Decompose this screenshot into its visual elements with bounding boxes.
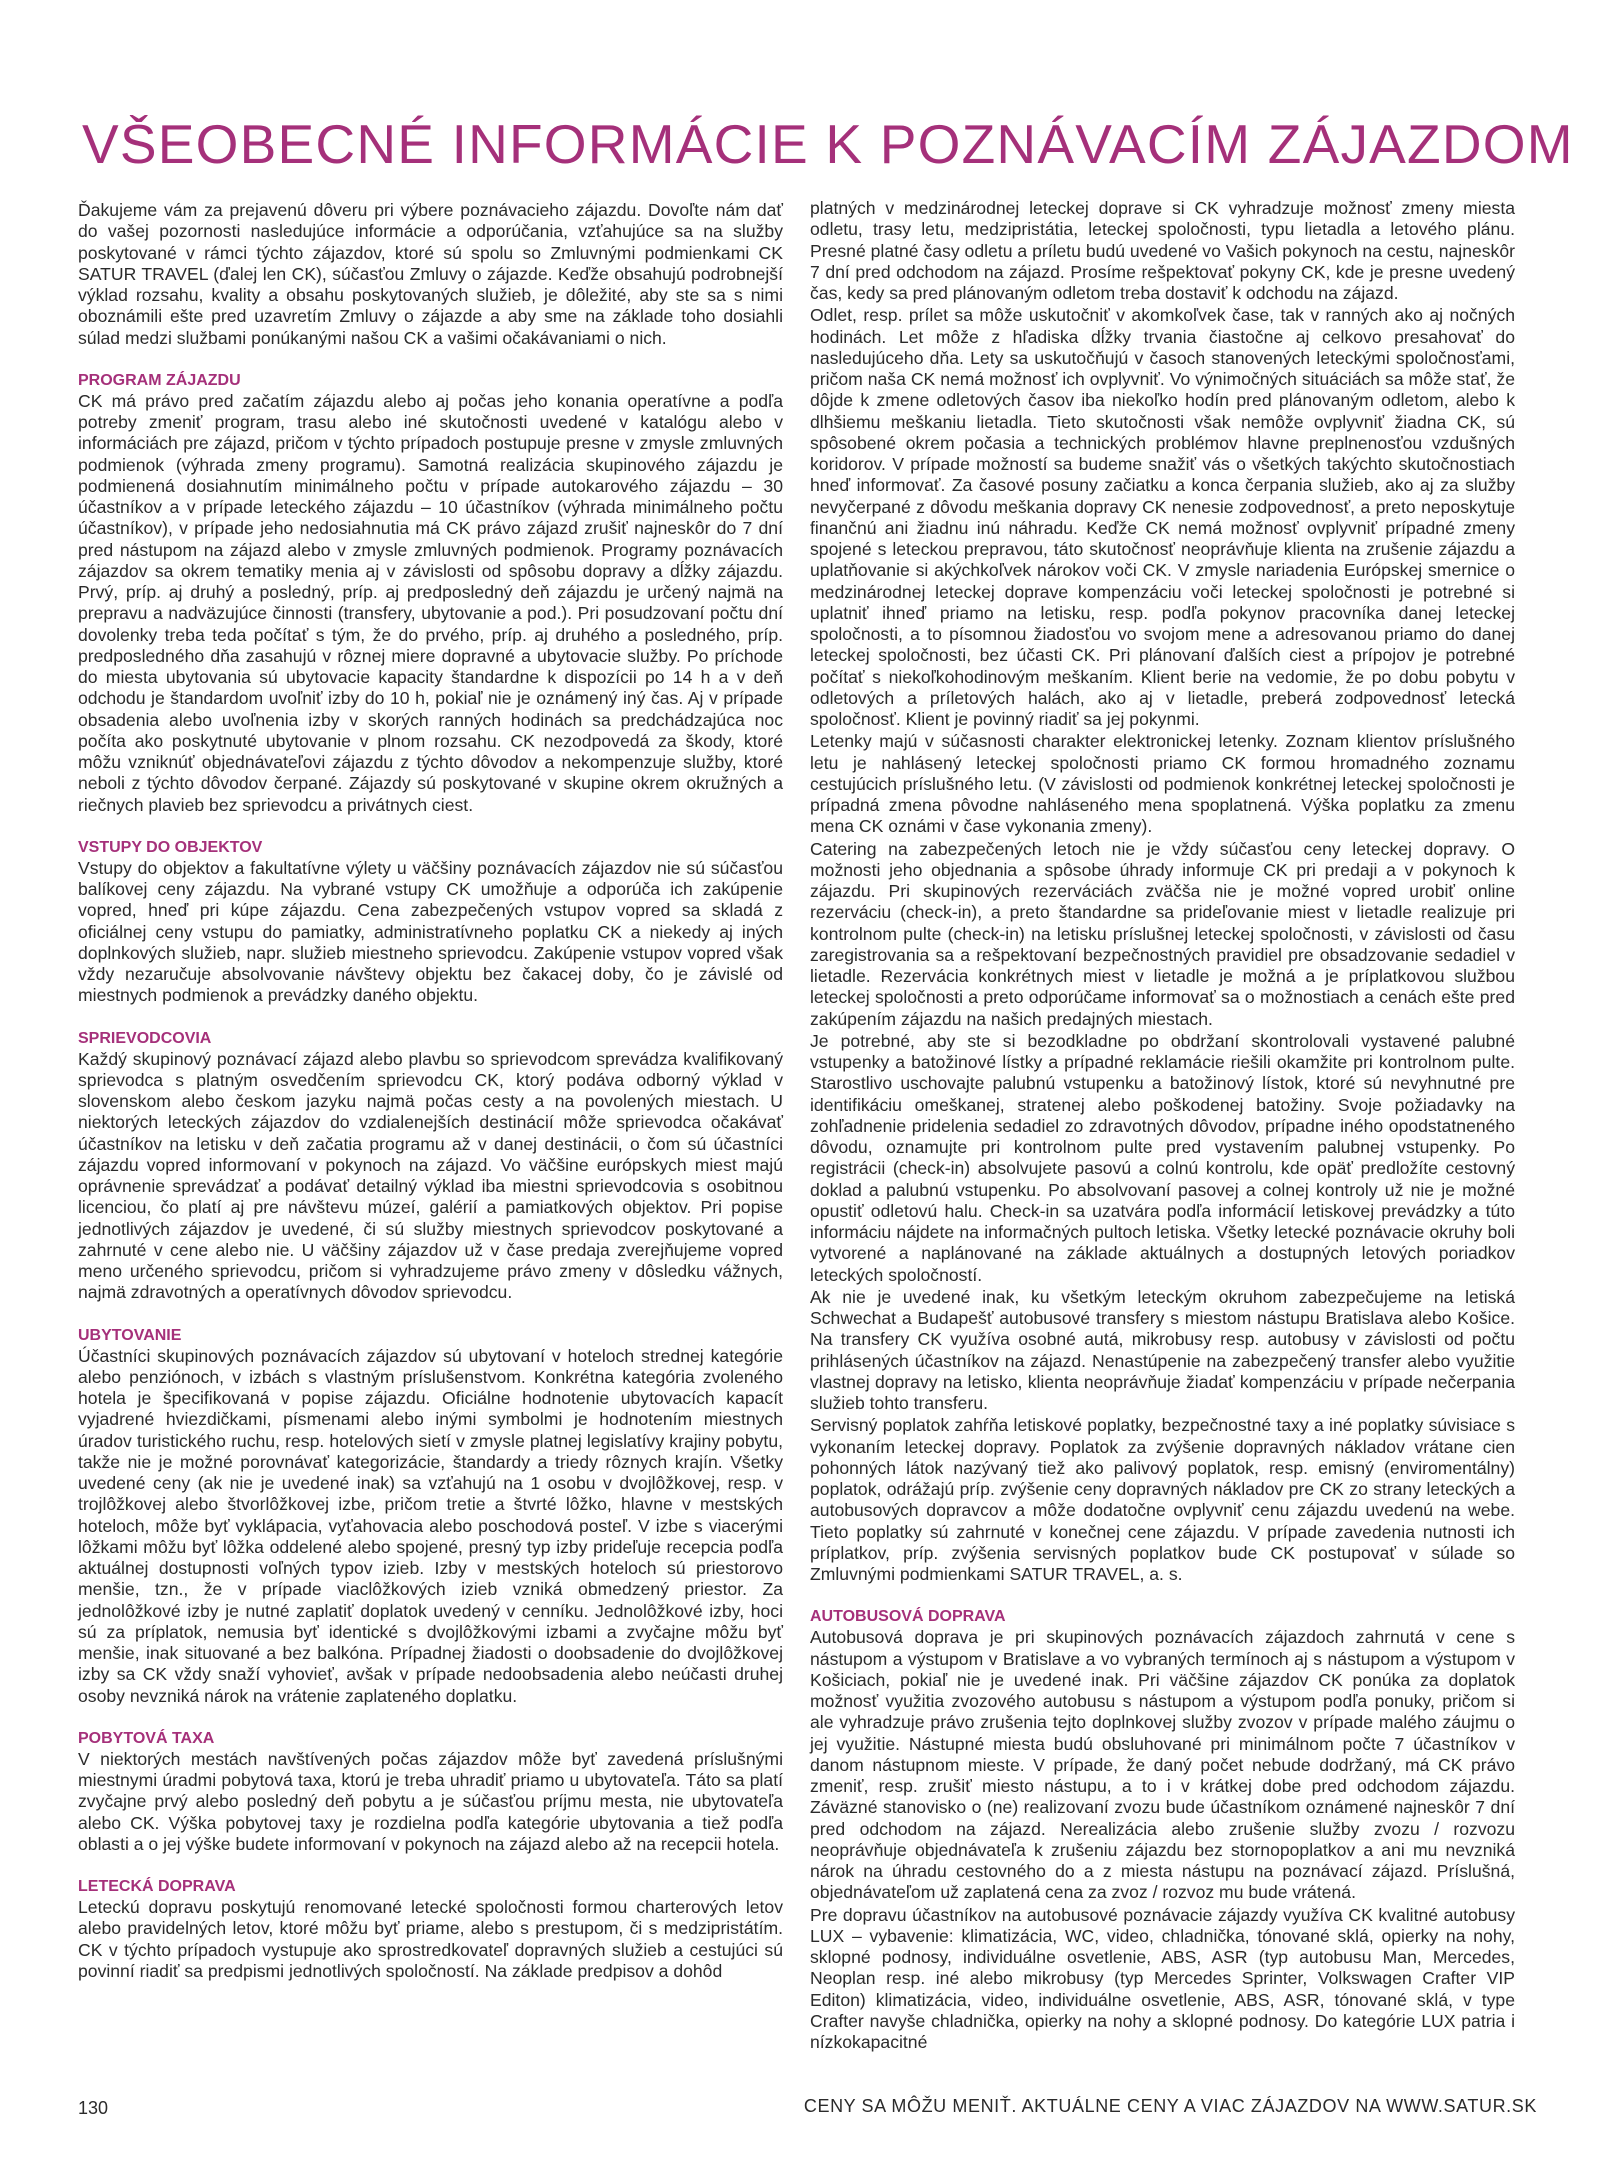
palubne-vstupenky-paragraph: Je potrebné, aby ste si bezodkladne po obdržaní skontrolovali vystavené palubné vstupenky a batožinové lístky a prípadné reklamácie riešili okamžite pri kontrolnom pulte. Starostlivo uschovajte palubnú vstupenku a batožinový lístok, ktoré sú nevyhnutné pre identifikáciu omeškanej, stratenej alebo poškodenej batožiny. Svoje požiadavky na zohľadnenie pridelenia sedadiel zo zdravotných dôvodov, prípadne iného opodstatneného dôvodu, oznamujte pri kontrolnom pulte pred vystavením palubnej vstupenky. Po registrácii (check-in) absolvujete pasovú a colnú kontrolu, kde opäť predložíte cestovný doklad a palubnú vstupenku. Po absolvovaní pasovej a colnej kontroly už nie je možné opustiť odletovú halu. Check-in sa uzatvára podľa informácií letiskovej prevádzky a túto informáciu nájdete na informačných pultoch letiska. Všetky letecké poznávacie okruhy boli vytvorené a naplánované na základe aktuálnych a dostupných letových poriadkov leteckých spoločností. [810,1030,1515,1285]
sprievodcovia-paragraph: Každý skupinový poznávací zájazd alebo plavbu so sprievodcom sprevádza kvalifikovaný sprievodca s platným osvedčením sprievodcu CK, ktorý podáva odborný výklad v slovenskom alebo českom jazyku najmä počas cesty a na povolených miestach. U niektorých leteckých zájazdov do vzdialenejších destinácií môže sprievodca očakávať účastníkov na letisku v deň začatia programu až v danej destinácii, o čom sú účastníci zájazdu vopred informovaní v pokynoch na zájazd. Vo väčšine európskych miest majú oprávnenie sprevádzať a podávať detailný výklad iba miestni sprievodcovia s osobitnou licenciou, čo platí aj pre návštevu múzeí, galérií a pamiatkových objektov. Pri popise jednotlivých zájazdov je uvedené, či sú služby miestnych sprievodcov poskytované a zahrnuté v cene alebo nie. U väčšiny zájazdov už v čase predaja zverejňujeme vopred meno určeného sprievodcu, pričom si vyhradzujeme právo zmeny v dôsledku vážnych, najmä zdravotných a operatívnych dôvodov sprievodcu. [78,1048,783,1303]
program-paragraph: CK má právo pred začatím zájazdu alebo aj počas jeho konania operatívne a podľa potreby zmeniť program, trasu alebo iné skutočnosti uvedené v katalógu alebo v informáciách pre zájazd, pričom v týchto prípadoch postupuje presne v zmysle zmluvných podmienok (výhrada zmeny programu). Samotná realizácia skupinového zájazdu je podmienená dosiahnutím minimálneho počtu v prípade autokarového zájazdu – 30 účastníkov a v prípade leteckého zájazdu – 10 účastníkov (výhrada minimálneho počtu účastníkov), v prípade jeho nedosiahnutia má CK právo zájazd zrušiť najneskôr do 7 dní pred nástupom na zájazd alebo v zmysle zmluvných podmienok. Programy poznávacích zájazdov sa okrem tematiky menia aj v závislosti od spôsobu dopravy a dĺžky zájazdu. Prvý, príp. aj druhý a posledný, príp. aj predposledný deň zájazdu je určený najmä na prepravu a nadväzujúce činnosti (transfery, ubytovanie a pod.). Pri posudzovaní počtu dní dovolenky treba teda počítať s tým, že do prvého, príp. aj druhého a posledného, príp. predposledného dňa zasahujú v rôznej miere dopravné a ubytovacie služby. Po príchode do miesta ubytovania sú ubytovacie kapacity štandardne k dispozícii po 14 h a v deň odchodu je štandardom uvoľniť izby do 10 h, pokiaľ nie je oznámený iný čas. Aj v prípade obsadenia alebo uvoľnenia izby v skorých ranných hodinách sa predchádzajúca noc počíta ako poskytnuté ubytovanie v plnom rozsahu. CK nezodpovedá za škody, ktoré môžu vzniknúť objednávateľovi zájazdu z týchto dôvodov a nekompenzuje služby, ktoré neboli z týchto dôvodov čerpané. Zájazdy sú poskytované v skupine okrem okružných a riečnych plavieb bez sprievodcu a privátnych ciest. [78,390,783,815]
section-heading-letecka-doprava: LETECKÁ DOPRAVA [78,1878,236,1895]
ubytovanie-paragraph: Účastníci skupinových poznávacích zájazdov sú ubytovaní v hoteloch strednej kategórie alebo penziónoch, v izbách s vlastným príslušenstvom. Konkrétna kategória zvoleného hotela je špecifikovaná v popise zájazdu. Oficiálne hodnotenie ubytovacích kapacít vyjadrené hviezdičkami, písmenami alebo inými symbolmi je hodnotením miestnych úradov turistického ruchu, resp. hotelových sietí v zmysle platnej legislatívy krajiny pobytu, takže nie je možné porovnávať kategorizácie, štandardy a triedy rôznych krajín. Všetky uvedené ceny (ak nie je uvedené inak) sa vzťahujú na 1 osobu v dvojlôžkovej, resp. v trojlôžkovej alebo štvorlôžkovej izbe, pričom tretie a štvrté lôžko, hlavne v mestských hoteloch, môže byť vyklápacia, vyťahovacia alebo poschodová posteľ. V izbe s viacerými lôžkami môžu byť lôžka oddelené alebo spojené, presný typ izby prideľuje recepcia podľa aktuálnej dostupnosti voľných typov izieb. Izby v mestských hoteloch sú priestorovo menšie, tzn., že v prípade viaclôžkových izieb vzniká obmedzený priestor. Za jednolôžkové izby je nutné zaplatiť doplatok uvedený v cenníku. Jednolôžkové izby, hoci sú za príplatok, nemusia byť identické s dvojlôžkovými izbami a zvyčajne môžu byť menšie, inak situované a bez balkóna. Prípadnej žiadosti o doobsadenie do dvojlôžkovej izby sa CK vždy snaží vyhovieť, avšak v prípade nedoobsadenia alebo neúčasti druhej osoby nevzniká nárok na vrátenie zaplateného doplatku. [78,1345,783,1706]
autobusova-doprava-paragraph: Autobusová doprava je pri skupinových poznávacích zájazdoch zahrnutá v cene s nástupom a výstupom v Bratislave a vo vybraných termínoch aj s nástupom a výstupom v Košiciach, pokiaľ nie je uvedené inak. Pri väčšine zájazdov CK ponúka za doplatok možnosť využitia zvozového autobusu s nástupom a výstupom podľa ponuky, pričom si ale vyhradzuje právo zrušenia tejto doplnkovej služby zvozov v prípade malého záujmu o jej využitie. Nástupné miesta budú obsluhované pri minimálnom počte 7 účastníkov v danom nástupnom mieste. V prípade, že daný počet nebude dodržaný, má CK právo zmeniť, resp. zrušiť miesto nástupu, a to i v krátkej dobe pred odchodom zájazdu. Záväzné stanovisko o (ne) realizovaní zvozu bude účastníkom oznámené najneskôr 7 dní pred odchodom na zájazd. Nerealizácia alebo zrušenie služby zvozu / rozvozu neoprávňuje objednávateľa k zrušeniu zájazdu bez stornopoplatkov a ani mu nevzniká nárok na úhradu cestovného do a z miesta nástupu na poznávací zájazd. Príslušná, objednávateľom už zaplatená cena za zvoz / rozvoz mu bude vrátená. [810,1627,1515,1903]
right-column [810,198,1515,2054]
letecka-doprava-paragraph: Leteckú dopravu poskytujú renomované letecké spoločnosti formou charterových letov alebo pravidelných letov, ktoré môžu byť priame, alebo s prestupom, či s medzipristátím. CK v týchto prípadoch vystupuje ako sprostredkovateľ dopravných služieb a cestujúci sú povinní riadiť sa predpismi jednotlivých spoločností. Na základe predpisov a dohôd [78,1897,783,1981]
section-heading-vstupy: VSTUPY DO OBJEKTOV [78,838,263,856]
intro-paragraph: Ďakujeme vám za prejavenú dôveru pri výbere poznávacieho zájazdu. Dovoľte nám dať do vašej pozornosti nasledujúce informácie a odporúčania, vzťahujúce sa na služby poskytované v rámci týchto zájazdov, ktoré sú spolu so Zmluvnými podmienkami CK SATUR TRAVEL (ďalej len CK), súčasťou Zmluvy o zájazde. Keďže obsahujú podrobnejší výklad rozsahu, kvality a obsahu poskytovaných služieb, je dôležité, aby ste sa s nimi oboznámili ešte pred uzavretím Zmluvy o zájazde a aby sme na základe toho dosiahli súlad medzi službami ponúkanými našou CK a vašimi očakávaniami o nich. [78,200,783,348]
page-title: VŠEOBECNÉ INFORMÁCIE K POZNÁVACÍM ZÁJAZDOM [82,113,1574,175]
catering-paragraph: Catering na zabezpečených letoch nie je vždy súčasťou ceny leteckej dopravy. O možnosti jeho objednania a spôsobe úhrady informuje CK pri predaji a v pokynoch k zájazdu. Pri skupinových rezerváciách zväčša nie je možné vopred urobiť online rezerváciu (check-in), a preto štandardne sa prideľovanie miest v lietadle realizuje pri kontrolnom pulte (check-in) na letisku príslušnej leteckej spoločnosti, v závislosti od času zaregistrovania sa a rešpektovaní bezpečnostných pravidiel pre obsadzovanie sedadiel v lietadle. Rezervácia konkrétnych miest v lietadle je možná a je príplatkovou službou leteckej spoločnosti a preto odporúčame informovať sa o možnostiach a cenách ešte pred zakúpením zájazdu na našich predajných miestach. [810,838,1515,1029]
pobytova-taxa-paragraph: V niektorých mestách navštívených počas zájazdov môže byť zavedená príslušnými miestnymi úradmi pobytová taxa, ktorú je treba uhradiť priamo u ubytovateľa. Táto sa platí zvyčajne prvý alebo posledný deň pobytu a je súčasťou príjmu mesta, nie ubytovateľa alebo CK. Výška pobytovej taxy je rozdielna podľa kategórie ubytovania a tiež podľa oblasti a o jej výške budete informovaní v pokynoch na zájazd alebo až na recepcii hotela. [78,1748,783,1854]
servisny-poplatok-paragraph: Servisný poplatok zahŕňa letiskové poplatky, bezpečnostné taxy a iné poplatky súvisiace s vykonaním leteckej dopravy. Poplatok za zvýšenie dopravných nákladov vrátane cien pohonných látok nazývaný tiež ako palivový poplatok, resp. emisný (enviromentálny) poplatok, odrážajú príp. zvýšenie ceny dopravných nákladov pre CK zo strany leteckých a autobusových dopravcov a môže dodatočne ovplyvniť cenu zájazdu uvedenú na webe. Tieto poplatky sú zahrnuté v konečnej cene zájazdu. V prípade zavedenia nutnosti ich príplatkov, príp. zvýšenia servisných poplatkov bude CK postupovať v súlade so Zmluvnými podmienkami SATUR TRAVEL, a. s. [810,1415,1515,1584]
left-column [78,200,783,1983]
autobusy-lux-paragraph: Pre dopravu účastníkov na autobusové poznávacie zájazdy využíva CK kvalitné autobusy LUX – vybavenie: klimatizácia, WC, video, chladnička, tónované sklá, opierky na nohy, sklopné podnosy, individuálne osvetlenie, ABS, ASR (typ autobusu Man, Mercedes, Neoplan resp. iné alebo mikrobusy (typ Mercedes Sprinter, Volkswagen Crafter VIP Editon) klimatizácia, video, individuálne osvetlenie, ABS, ASR, tónované sklá, v type Crafter navyše chladnička, opierky na nohy a sklopné podnosy. Do kategórie LUX patria i nízkokapacitné [810,1904,1515,2052]
page-number: 130 [78,2098,109,2118]
section-heading-sprievodcovia: SPRIEVODCOVIA [78,1029,212,1047]
section-heading-program: PROGRAM ZÁJAZDU [78,371,241,389]
section-heading-autobusova-doprava: AUTOBUSOVÁ DOPRAVA [810,1608,1006,1626]
odlet-paragraph: Odlet, resp. prílet sa môže uskutočniť v akomkoľvek čase, tak v ranných ako aj nočných hodinách. Let môže z hľadiska dĺžky trvania čiastočne aj celkovo presahovať do nasledujúceho dňa. Lety sa uskutočňujú v časoch stanovených leteckými spoločnosťami, pričom naša CK nemá možnosť ich ovplyvniť. Vo výnimočných situáciách sa môže stať, že dôjde k zmene odletových časov iba niekoľko hodín pred plánovaným odletom, alebo k dlhšiemu meškaniu lietadla. Tieto skutočnosti však nemôže ovplyvniť žiadna CK, sú spôsobené okrem počasia a technických problémov hlavne preplnenosťou vzdušných koridorov. V prípade možností sa budeme snažiť vás o všetkých takýchto skutočnostiach hneď informovať. Za časové posuny začiatku a konca čerpania služieb, ako aj za služby nevyčerpané z dôvodu meškania dopravy CK nenesie zodpovednosť, a preto neposkytuje finančnú ani žiadnu inú náhradu. Keďže CK nemá možnosť ovplyvniť prípadné zmeny spojené s leteckou prepravou, táto skutočnosť neoprávňuje klienta na zrušenie zájazdu a uplatňovanie si akýchkoľvek nárokov voči CK. V zmysle nariadenia Európskej smernice o medzinárodnej leteckej doprave kompenzáciu voči leteckej spoločnosti je potrebné si uplatniť ihneď priamo na letisku, resp. podľa pokynov pracovníka danej leteckej spoločnosti, a to písomnou žiadosťou vo svojom mene a adresovanou priamo do danej leteckej spoločnosti, bez účasti CK. Pri plánovaní ďalších ciest a prípojov je potrebné počítať s niekoľkohodinovým meškaním. Klient berie na vedomie, že po dobu pobytu v odletových a príletových halách, ako aj v lietadle, preberá zodpovednosť letecká spoločnosť. Klient je povinný riadiť sa jej pokynmi. [810,305,1515,729]
footer-note: CENY SA MÔŽU MENIŤ. AKTUÁLNE CENY A VIAC ZÁJAZDOV NA WWW.SATUR.SK [803,2096,1537,2116]
vstupy-paragraph: Vstupy do objektov a fakultatívne výlety u väčšiny poznávacích zájazdov nie sú súčasťou balíkovej ceny zájazdu. Na vybrané vstupy CK umožňuje a odporúča ich zakúpenie vopred, hneď pri kúpe zájazdu. Cena zabezpečených vstupov vopred sa skladá z oficiálnej ceny vstupu do pamiatky, administratívneho poplatku CK a niekedy aj iných doplnkových služieb, napr. služieb miestneho sprievodcu. Zakúpenie vstupov vopred však vždy nezaručuje absolvovanie návštevy objektu bez čakacej doby, čo je závislé od miestnych podmienok a prevádzky daného objektu. [78,857,783,1006]
letecka-continuation-paragraph: platných v medzinárodnej leteckej doprave si CK vyhradzuje možnosť zmeny miesta odletu, trasy letu, medzipristátia, leteckej spoločnosti, typu lietadla a letového plánu. Presné platné časy odletu a príletu budú uvedené vo Vašich pokynoch na cestu, najneskôr 7 dní pred odchodom na zájazd. Prosíme rešpektovať pokyny CK, kde je presne uvedený čas, kedy sa pred plánovaným odletom treba dostaviť k odchodu na zájazd. [810,198,1515,303]
letenky-paragraph: Letenky majú v súčasnosti charakter elektronickej letenky. Zoznam klientov príslušného letu je nahlásený leteckej spoločnosti priamo CK formou hromadného zoznamu cestujúcich príslušného letu. (V závislosti od podmienok konkrétnej leteckej spoločnosti je prípadná zmena pôvodne nahláseného mena spoplatnená. Výška poplatku za zmenu mena CK oznámi v čase vykonania zmeny). [810,731,1515,837]
section-heading-ubytovanie: UBYTOVANIE [78,1326,182,1344]
transfery-paragraph: Ak nie je uvedené inak, ku všetkým leteckým okruhom zabezpečujeme na letiská Schwechat a Budapešť autobusové transfery s miestom nástupu Bratislava alebo Košice. Na transfery CK využíva osobné autá, mikrobusy resp. autobusy v závislosti od počtu prihlásených účastníkov na zájazd. Nenastúpenie na zabezpečený transfer alebo využitie vlastnej dopravy na letisko, klienta neoprávňuje žiadať kompenzáciu v prípade nečerpania služieb tohto transferu. [810,1286,1515,1413]
section-heading-pobytova-taxa: POBYTOVÁ TAXA [78,1729,215,1747]
